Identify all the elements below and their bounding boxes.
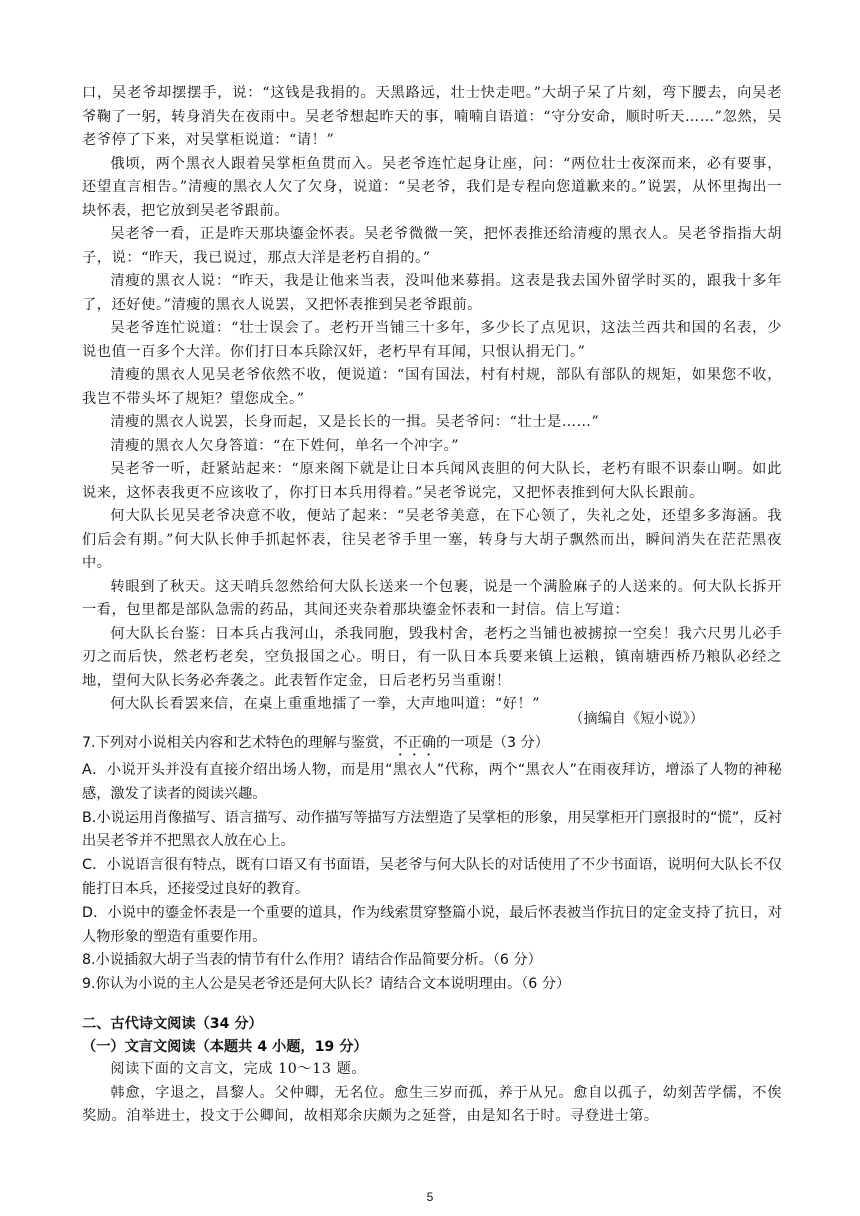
story-paragraph: 何大队长见吴老爷决意不收，便站了起来：“吴老爷美意，在下心领了，失礼之处，还望多多海涵。我们后会有期。”何大队长伸手抓起怀表，往吴老爷手里一塞，转身与大胡子飘然而出，瞬间消失在茫茫黑夜中。 <box>82 508 782 571</box>
section-2-title: 二、古代诗文阅读（34 分） <box>82 1016 263 1032</box>
story-paragraph: 何大队长看罢来信，在桌上重重地擂了一拳，大声地叫道：“好！” <box>110 696 541 712</box>
story-paragraph: 吴老爷一看，正是昨天那块鎏金怀表。吴老爷微微一笑，把怀表推还给清瘦的黑衣人。吴老爷指指大胡子，说：“昨天，我已说过，那点大洋是老朽自捐的。” <box>82 226 782 266</box>
question-8: 8.小说插叙大胡子当表的情节有什么作用？请结合作品简要分析。（6 分） <box>82 952 542 969</box>
story-paragraph: 吴老爷连忙说道：“壮士误会了。老朽开当铺三十多年，多少长了点见识，这法兰西共和国的名表，少说也值一百多个大洋。你们打日本兵除汉奸，老朽早有耳闻，只恨认捐无门。” <box>82 320 782 360</box>
classical-passage: 韩愈，字退之，昌黎人。父仲卿，无名位。愈生三岁而孤，养于从兄。愈自以孤子，幼刻苦学儒，不俟奖励。洎举进士，投文于公卿间，故相郑余庆颇为之延誉，由是知名于时。寻登进士第。 <box>82 1084 782 1124</box>
classical-instruction: 阅读下面的文言文，完成 10～13 题。 <box>110 1061 367 1077</box>
question-7-prefix: 7.下列对小说相关内容和艺术特色的理解与鉴赏， <box>82 735 394 751</box>
section-2-subtitle: （一）文言文阅读（本题共 4 小题，19 分） <box>82 1039 368 1055</box>
page-number: 5 <box>426 1190 434 1204</box>
story-paragraph: 清瘦的黑衣人见吴老爷依然不收，便说道：“国有国法，村有村规，部队有部队的规矩，如果您不收，我岂不带头坏了规矩？望您成全。” <box>82 367 782 407</box>
option-a: A．小说开头并没有直接介绍出场人物，而是用“黑衣人”代称，两个“黑衣人”在雨夜拜访，增添了人物的神秘感，激发了读者的阅读兴趣。 <box>82 762 782 802</box>
question-7-emphasis: 不正确 <box>393 735 437 751</box>
question-7 <box>82 732 782 759</box>
option-c: C．小说语言很有特点，既有口语又有书面语，吴老爷与何大队长的对话使用了不少书面语，说明何大队长不仅能打日本兵，还接受过良好的教育。 <box>82 857 782 897</box>
option-b: B.小说运用肖像描写、语言描写、动作描写等描写方法塑造了吴掌柜的形象，用吴掌柜开门禀报时的“慌”，反衬出吴老爷并不把黑衣人放在心上。 <box>82 809 782 850</box>
story-source: （摘编自《短小说》） <box>569 711 704 727</box>
letter-paragraph: 何大队长台鉴：日本兵占我河山，杀我同胞，毁我村舍，老朽之当铺也被掳掠一空矣！我六尺男儿必手刃之而后快，然老朽老矣，空负报国之心。明日，有一队日本兵要来镇上运粮，镇南塘西桥乃粮队必经之地，望何大队长务必奔袭之。此表暂作定金，日后老朽另当重谢！ <box>82 625 782 689</box>
questions-block <box>82 732 782 997</box>
story-paragraph: 清瘦的黑衣人说罢，长身而起，又是长长的一揖。吴老爷问：“壮士是……” <box>110 414 600 430</box>
story-paragraph: 清瘦的黑衣人说：“昨天，我是让他来当表，没叫他来募捐。这表是我去国外留学时买的，跟我十多年了，还好使。”清瘦的黑衣人说罢，又把怀表推到吴老爷跟前。 <box>82 273 782 313</box>
story-paragraph: 转眼到了秋天。这天哨兵忽然给何大队长送来一个包裹，说是一个满脸麻子的人送来的。何大队长拆开一看，包里都是部队急需的药品，其间还夹杂着那块鎏金怀表和一封信。信上写道： <box>82 578 782 618</box>
question-9: 9.你认为小说的主人公是吴老爷还是何大队长？请结合文本说明理由。（6 分） <box>82 976 571 993</box>
story-paragraph: 口，吴老爷却摆摆手，说：“这钱是我捐的。天黑路远，壮士快走吧。”大胡子呆了片刻，弯下腰去，向吴老爷鞠了一躬，转身消失在夜雨中。吴老爷想起昨天的事，喃喃自语道：“守分安命，顺时听天……”忽然，吴老爷停了下来，对吴掌柜说道：“请！” <box>82 85 782 148</box>
story-paragraph: 清瘦的黑衣人欠身答道：“在下姓何，单名一个冲字。” <box>110 437 460 454</box>
story-paragraph: 吴老爷一听，赶紧站起来：“原来阁下就是让日本兵闻风丧胆的何大队长，老朽有眼不识泰山啊。如此说来，这怀表我更不应该收了，你打日本兵用得着。”吴老爷说完，又把怀表推到何大队长跟前。 <box>82 461 782 501</box>
classical-text <box>82 1058 782 1129</box>
story-text <box>82 82 782 717</box>
story-paragraph: 俄顷，两个黑衣人跟着吴掌柜鱼贯而入。吴老爷连忙起身让座，问：“两位壮士夜深而来，必有要事，还望直言相告。”清瘦的黑衣人欠了欠身，说道：“吴老爷，我们是专程向您道歉来的。”说罢，从怀里掏出一块怀表，把它放到吴老爷跟前。 <box>82 155 782 219</box>
question-7-suffix: 的一项是（3 分） <box>436 735 549 751</box>
option-d: D．小说中的鎏金怀表是一个重要的道具，作为线索贯穿整篇小说，最后怀表被当作抗日的定金支持了抗日，对人物形象的塑造有重要作用。 <box>82 904 782 945</box>
